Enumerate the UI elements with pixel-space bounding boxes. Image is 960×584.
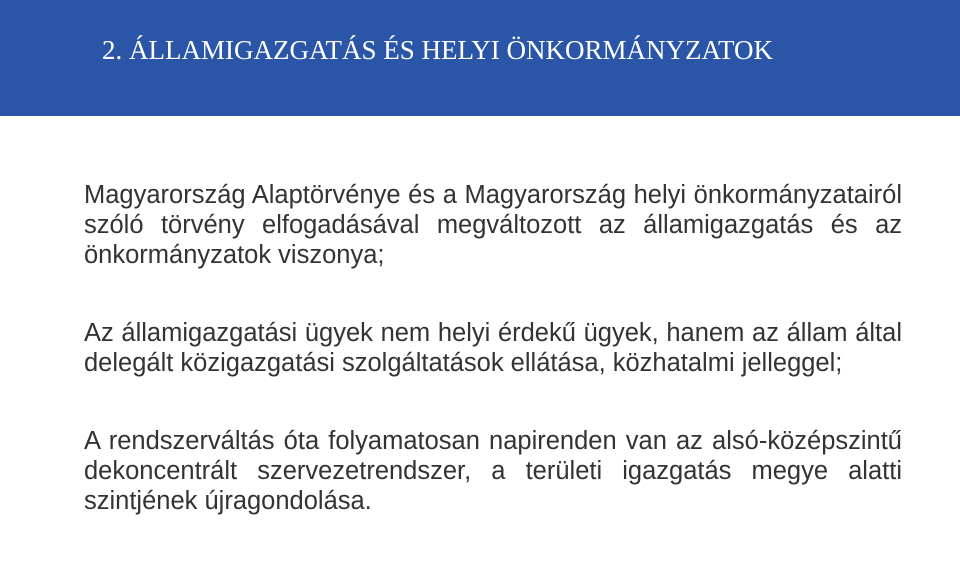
slide-body (84, 180, 902, 516)
slide-title: 2. ÁLLAMIGAZGATÁS ÉS HELYI ÖNKORMÁNYZATOK (102, 35, 774, 65)
paragraph-2: Az államigazgatási ügyek nem helyi érdekű ügyek, hanem az állam által delegált közigazgatási szolgáltatások ellátása, közhatalmi jelleggel; (84, 319, 902, 377)
paragraph-3: A rendszerváltás óta folyamatosan napirenden van az alsó-középszintű dekoncentrált szervezetrendszer, a területi igazgatás megye alatti szintjének újragondolása. (84, 427, 902, 515)
title-banner (0, 0, 960, 116)
paragraph-1: Magyarország Alaptörvénye és a Magyarország helyi önkormányzatairól szóló törvény elfogadásával megváltozott az államigazgatás és az önkormányzatok viszonya; (84, 181, 902, 269)
